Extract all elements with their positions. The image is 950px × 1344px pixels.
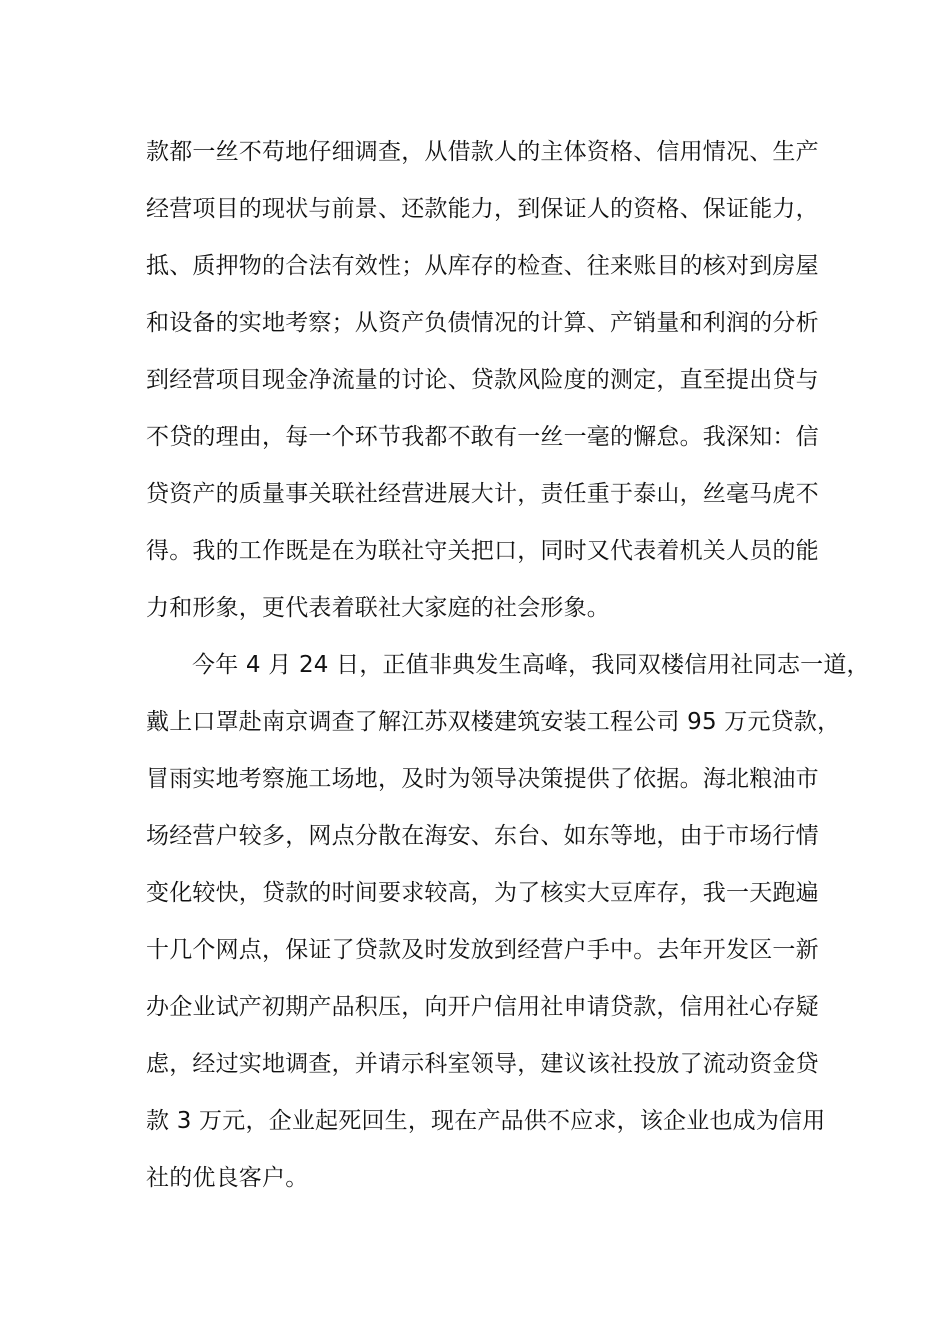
paragraph-line: 款都一丝不苟地仔细调查，从借款人的主体资格、信用情况、生产 [146, 139, 819, 165]
paragraph-line: 得。我的工作既是在为联社守关把口，同时又代表着机关人员的能 [146, 538, 819, 564]
paragraph-line: 社的优良客户。 [146, 1165, 309, 1191]
paragraph-line: 虑，经过实地调查，并请示科室领导，建议该社投放了流动资金贷 [146, 1051, 819, 1077]
paragraph-line: 款 3 万元，企业起死回生，现在产品供不应求，该企业也成为信用 [146, 1108, 826, 1134]
paragraph-line: 变化较快，贷款的时间要求较高，为了核实大豆库存，我一天跑遍 [146, 880, 819, 906]
paragraph-line: 经营项目的现状与前景、还款能力，到保证人的资格、保证能力， [146, 196, 819, 222]
paragraph-line: 抵、质押物的合法有效性；从库存的检查、往来账目的核对到房屋 [146, 253, 819, 279]
paragraph-line: 十几个网点，保证了贷款及时发放到经营户手中。去年开发区一新 [146, 937, 819, 963]
paragraph-line: 场经营户较多，网点分散在海安、东台、如东等地，由于市场行情 [146, 823, 819, 849]
paragraph-line: 力和形象，更代表着联社大家庭的社会形象。 [146, 595, 610, 621]
paragraph-line: 今年 4 月 24 日，正值非典发生高峰，我同双楼信用社同志一道， [192, 652, 870, 678]
paragraph-line: 不贷的理由，每一个环节我都不敢有一丝一毫的懈怠。我深知：信 [146, 424, 819, 450]
paragraph-line: 办企业试产初期产品积压，向开户信用社申请贷款，信用社心存疑 [146, 994, 819, 1020]
paragraph-line: 和设备的实地考察；从资产负债情况的计算、产销量和利润的分析 [146, 310, 819, 336]
paragraph-line: 贷资产的质量事关联社经营进展大计，责任重于泰山，丝毫马虎不 [146, 481, 819, 507]
paragraph-2 [146, 643, 870, 1213]
paragraph-line: 到经营项目现金净流量的讨论、贷款风险度的测定，直至提出贷与 [146, 367, 819, 393]
paragraph-line: 戴上口罩赴南京调查了解江苏双楼建筑安装工程公司 95 万元贷款， [146, 709, 841, 735]
paragraph-1 [146, 130, 836, 643]
paragraph-line: 冒雨实地考察施工场地，及时为领导决策提供了依据。海北粮油市 [146, 766, 819, 792]
